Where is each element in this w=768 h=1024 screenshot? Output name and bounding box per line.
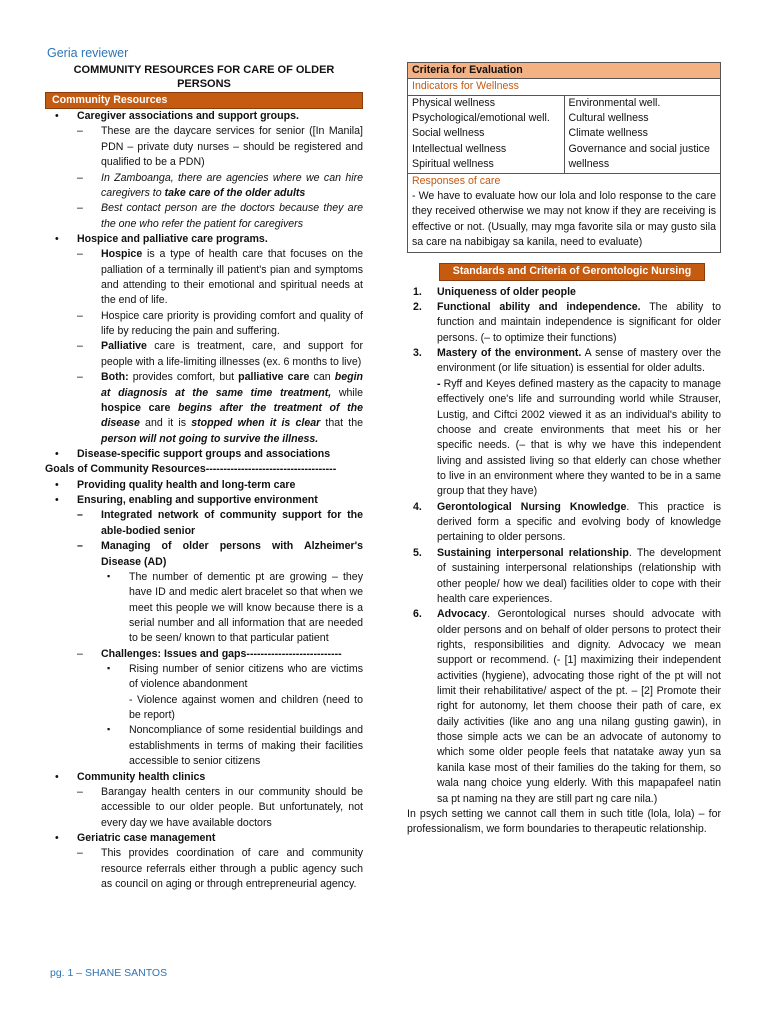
list-item (45, 109, 363, 232)
geriatric-text: This provides coordination of care and community resource referrals either through a public agency such as council on aging or through entrepreneurial agency. (101, 847, 363, 891)
both-text: can (309, 371, 335, 384)
goal-dementic: The number of dementic pt are growing – they have ID and medic alert bracelet so that when we meet this people we will know because there is a serial number and all information that are needed to be seen/ known to that particular patient (129, 570, 363, 645)
list-item (77, 370, 363, 447)
challenge-noncompliance: Noncompliance of some residential buildings and establishments in terms of making their facilities accessible to senior citizens (129, 724, 363, 768)
std-title: Sustaining interpersonal relationship (437, 546, 629, 559)
list-item (407, 500, 721, 546)
list-item (77, 247, 363, 308)
both-text: and it is (139, 417, 192, 430)
list-item (77, 171, 363, 202)
indicators-label: Indicators for Wellness (412, 80, 519, 93)
std-number: 2. (413, 301, 422, 314)
both-text: person will not going to survive the illness. (101, 432, 319, 445)
both-text: while (331, 386, 363, 399)
list-item (101, 723, 363, 769)
list-item (77, 339, 363, 370)
community-resources-bar: Community Resources (45, 92, 363, 109)
both-text: begins after the treatment of the disease (101, 401, 363, 430)
list-item (407, 546, 721, 607)
list-item (407, 285, 721, 300)
criteria-head: Criteria for Evaluation (408, 63, 720, 79)
challenge-violence: - Violence against women and children (need to be report) (129, 693, 363, 722)
std-number: 6. (413, 608, 422, 621)
wellness-right (564, 96, 721, 173)
goals-list (45, 478, 363, 893)
caregiver-text: In Zamboanga, there are agencies where we can hire caregivers to (101, 171, 363, 199)
both-text: hospice care (101, 401, 171, 414)
list-item: Intellectual wellness (412, 142, 507, 155)
list-item (407, 607, 721, 807)
std-title: Uniqueness of older people (437, 285, 576, 298)
std-desc: The ability to function and maintain independence is significant for older persons. (– to optimize their functions) (437, 301, 721, 344)
hospice-priority: Hospice care priority is providing comfort and quality of life by reducing the pain and suffering. (101, 309, 363, 338)
geriatric-heading: Geriatric case management (77, 831, 216, 844)
both-text: stopped when it is clear (191, 417, 321, 430)
closing-paragraph: In psych setting we cannot call them in such title (lola, lola) – for professionalism, we form boundaries to therapeutic relationship. (407, 807, 721, 836)
list-item (77, 785, 363, 831)
ryff-paragraph: - Ryff and Keyes defined mastery as the capacity to manage effectively one's life and surrounding world while Strauser, Lustig, and Ciftci 2002 viewed it as an individual's ability to choose and create environments that meet his or her specific needs. (– that is why we have this independent living and assisted living so that elderly can chose whether to live in an environment where they wanted to be in a same group that they have) (437, 377, 721, 498)
list-item (77, 508, 363, 539)
list-item (77, 201, 363, 232)
criteria-box (407, 62, 721, 253)
page-footer: pg. 1 – SHANE SANTOS (50, 967, 168, 979)
list-item: Social wellness (412, 127, 485, 140)
list-item: Spiritual wellness (412, 158, 494, 171)
list-item (407, 346, 721, 500)
caregiver-text: Best contact person are the doctors because they are the one who refer the patient for caregivers (101, 202, 363, 230)
header-note: Geria reviewer (47, 46, 129, 60)
std-number: 5. (413, 546, 422, 559)
list-item (101, 570, 363, 647)
wellness-grid (408, 95, 720, 174)
caregiver-heading: Caregiver associations and support groups. (77, 110, 299, 123)
both-text: that the (320, 417, 363, 430)
left-column (45, 44, 363, 892)
list-item (77, 846, 363, 892)
list-item (45, 447, 363, 462)
list-item (77, 647, 363, 770)
right-column (407, 62, 721, 838)
list-item (77, 124, 363, 170)
std-desc: . Gerontological nurses should advocate with older persons and on behalf of older persons to protect their rights, responsibilities and dignity. Advocacy we mean support or recommend. (- [1] maximizing their independent activities (hygiene), advocating those right of the pt will not limit their rehabilitative/ aspect of the pt. – [2] Promote their right for autonomy, let them choose their path of care, ex daily activities (like ano ang una nilang gusting gawin), in those simple acts we can be an advocate of autonomy to which some older people feels that natatake away yun sa kanila kase most of their families do the taking for them, so wala nang choice yung elderly. With this mapapafeel natin sa pt naming na they are still part ng care nila.) (437, 608, 721, 805)
std-number: 3. (413, 347, 422, 360)
list-item (45, 478, 363, 493)
list-item (407, 300, 721, 346)
list-item (77, 539, 363, 647)
std-desc: . The development of sustaining interpersonal relationships (relationship with other people/ how we deal) facilities older to cope with their health care experiences. (437, 546, 721, 605)
both-text: palliative care (238, 371, 310, 384)
std-number: 4. (413, 500, 422, 513)
std-desc: . This practice is derived form a specific and evolving body of knowledge pertaining to older persons. (437, 500, 721, 544)
challenges-heading: Challenges: Issues and gaps--------------------------- (101, 647, 342, 660)
goals-line: Goals of Community Resources------------------------------------- (45, 463, 337, 476)
hospice-heading: Hospice and palliative care programs. (77, 232, 268, 245)
both-text: begin at diagnosis at the same time treatment, (101, 371, 364, 399)
page-title: COMMUNITY RESOURCES FOR CARE OF OLDER PERSONS (73, 64, 335, 91)
standards-list (407, 285, 721, 807)
std-desc: A sense of mastery over the environment (or life situation) is essential for older adults. (437, 347, 721, 375)
list-item: Psychological/emotional well. (412, 112, 550, 125)
palliative-term: Palliative (101, 340, 147, 353)
list-item: Governance and social justice wellness (568, 142, 710, 171)
both-text: provides comfort, but (128, 371, 239, 384)
list-item: Physical wellness (412, 96, 496, 109)
std-title: Functional ability and independence. (437, 301, 641, 314)
challenge-rising: Rising number of senior citizens who are victims of violence abandonment (129, 663, 363, 691)
disease-specific: Disease-specific support groups and associations (77, 447, 331, 460)
hospice-term: Hospice (101, 248, 143, 261)
list-item (101, 662, 363, 723)
clinics-text: Barangay health centers in our community should be accessible to our older people. But unfortunately, not every day we have available doctors (101, 785, 363, 829)
list-item: Environmental well. (568, 96, 661, 109)
responses-text: - We have to evaluate how our lola and lolo response to the care they received otherwise we may not know if they are receiving is effective or not. (Usually, may mga favorite sila or may gusto sila sa care na nabibigay sa kanila, need to evaluate) (412, 189, 716, 248)
list-item: Climate wellness (568, 127, 648, 140)
both-term: Both: (101, 371, 129, 384)
palliative-def: care is treatment, care, and support for people with a life-limiting illnesses (ex. 6 months to live) (101, 340, 363, 368)
std-title: Mastery of the environment. (437, 347, 582, 360)
goal-quality: Providing quality health and long-term care (77, 478, 296, 491)
std-title: Gerontological Nursing Knowledge (437, 500, 627, 513)
list-item: Cultural wellness (568, 112, 649, 125)
list-item (45, 493, 363, 769)
hospice-def: is a type of health care that focuses on the palliation of a terminally ill patient's pian and symptoms and attending to their emotional and spiritual needs at the end of life. (101, 248, 363, 307)
clinics-heading: Community health clinics (77, 770, 206, 783)
list-item (77, 309, 363, 340)
responses-label: Responses of care (412, 174, 501, 187)
list-item (45, 831, 363, 892)
caregiver-emphasis: take care of the older adults (164, 186, 306, 199)
caregiver-text: These are the daycare services for senior ([In Manila] PDN – private duty nurses – should be registered and qualified to be a PDN) (101, 125, 363, 169)
standards-bar: Standards and Criteria of Gerontologic Nursing (439, 263, 705, 280)
goal-ensuring: Ensuring, enabling and supportive environment (77, 494, 318, 507)
std-title: Advocacy (437, 608, 488, 621)
wellness-left (408, 96, 564, 173)
resources-list (45, 109, 363, 462)
list-item (45, 232, 363, 447)
goal-managing: Managing of older persons with Alzheimer's Disease (AD) (101, 540, 363, 568)
goal-integrated: Integrated network of community support for the able-bodied senior (101, 509, 363, 537)
ryff-text: Ryff and Keyes defined mastery as the capacity to manage effectively one's life and surrounding world while Strauser, Lustig, and Ciftci 2002 viewed it as an individual's ability to choose and create environments that meet his or her specific needs. (– that is why we have this independent living and assisted living so that elderly can chose whether to live in an environment where they wanted to be in a same group that they have) (437, 377, 721, 498)
list-item (45, 770, 363, 831)
std-number: 1. (413, 285, 422, 298)
